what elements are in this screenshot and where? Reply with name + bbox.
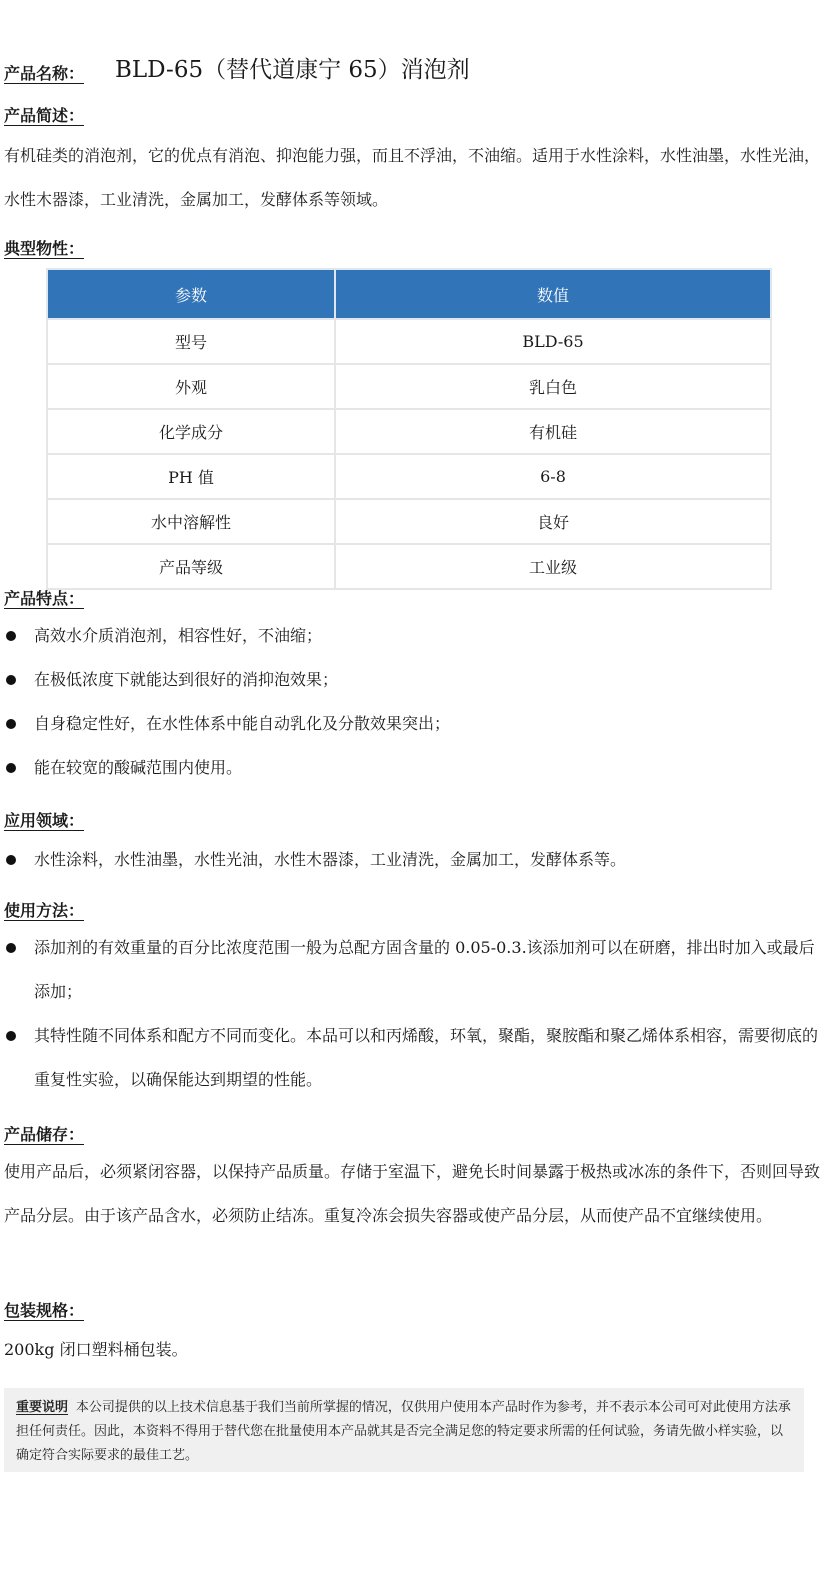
table-cell-value: 良好 [335,499,771,544]
table-cell-param: 产品等级 [47,544,335,589]
table-cell-value: BLD-65 [335,319,771,364]
properties-table [46,268,772,590]
bullet-icon [6,719,16,729]
properties-label: 典型物性： [4,239,85,258]
bullet-icon [6,855,16,865]
list-item: 自身稳定性好，在水性体系中能自动乳化及分散效果突出； [0,702,820,746]
storage-text: 使用产品后，必须紧闭容器，以保持产品质量。存储于室温下，避免长时间暴露于极热或冰冻的条件下，否则回导致产品分层。由于该产品含水，必须防止结冻。重复冷冻会损失容器或使产品分层，从而使产品不宜继续使用。 [4,1162,821,1225]
description-label: 产品简述： [4,106,85,125]
table-cell-param: 水中溶解性 [47,499,335,544]
table-row [47,544,771,589]
table-cell-param: PH 值 [47,454,335,499]
list-item: 高效水介质消泡剂，相容性好，不油缩； [0,614,820,658]
storage-label: 产品储存： [4,1125,85,1144]
list-item: 在极低浓度下就能达到很好的消抑泡效果； [0,658,820,702]
table-cell-value: 6-8 [335,454,771,499]
table-cell-value: 有机硅 [335,409,771,454]
features-label: 产品特点： [4,589,85,608]
bullet-icon [6,763,16,773]
table-cell-value: 工业级 [335,544,771,589]
product-title: BLD-65（替代道康宁 65）消泡剂 [115,57,470,83]
packaging-label: 包装规格： [4,1301,85,1320]
table-row [47,499,771,544]
packaging-text: 200kg 闭口塑料桶包装。 [4,1340,188,1359]
table-header-value: 数值 [335,269,771,319]
notice-title: 重要说明 [16,1400,69,1415]
product-name-label: 产品名称： [4,64,85,83]
table-cell-param: 型号 [47,319,335,364]
table-row [47,409,771,454]
table-cell-param: 外观 [47,364,335,409]
table-cell-param: 化学成分 [47,409,335,454]
bullet-icon [6,943,16,953]
table-row [47,319,771,364]
features-list [0,614,830,790]
notice-text: 本公司提供的以上技术信息基于我们当前所掌握的情况，仅供用户使用本产品时作为参考，并不表示本公司可对此使用方法承担任何责任。因此，本资料不得用于替代您在批量使用本产品就其是否完全满足您的特定要求所需的任何试验，务请先做小样实验，以确定符合实际要求的最佳工艺。 [16,1400,791,1463]
important-notice [4,1388,804,1472]
bullet-icon [6,1031,16,1041]
applications-label: 应用领域： [4,811,85,830]
table-row [47,364,771,409]
table-row [47,454,771,499]
usage-list [0,926,830,1102]
list-item: 添加剂的有效重量的百分比浓度范围一般为总配方固含量的 0.05-0.3.该添加剂可以在研磨，排出时加入或最后添加； [0,926,820,1014]
usage-label: 使用方法： [4,901,85,920]
table-header-param: 参数 [47,269,335,319]
table-cell-value: 乳白色 [335,364,771,409]
applications-list [0,838,830,882]
table-header-row [47,269,771,319]
bullet-icon [6,631,16,641]
description-text: 有机硅类的消泡剂，它的优点有消泡、抑泡能力强，而且不浮油，不油缩。适用于水性涂料，水性油墨，水性光油，水性木器漆，工业清洗，金属加工，发酵体系等领域。 [4,146,821,209]
list-item: 能在较宽的酸碱范围内使用。 [0,746,820,790]
list-item: 水性涂料，水性油墨，水性光油，水性木器漆，工业清洗，金属加工，发酵体系等。 [0,838,820,882]
list-item: 其特性随不同体系和配方不同而变化。本品可以和丙烯酸，环氧，聚酯，聚胺酯和聚乙烯体系相容，需要彻底的重复性实验，以确保能达到期望的性能。 [0,1014,820,1102]
bullet-icon [6,675,16,685]
